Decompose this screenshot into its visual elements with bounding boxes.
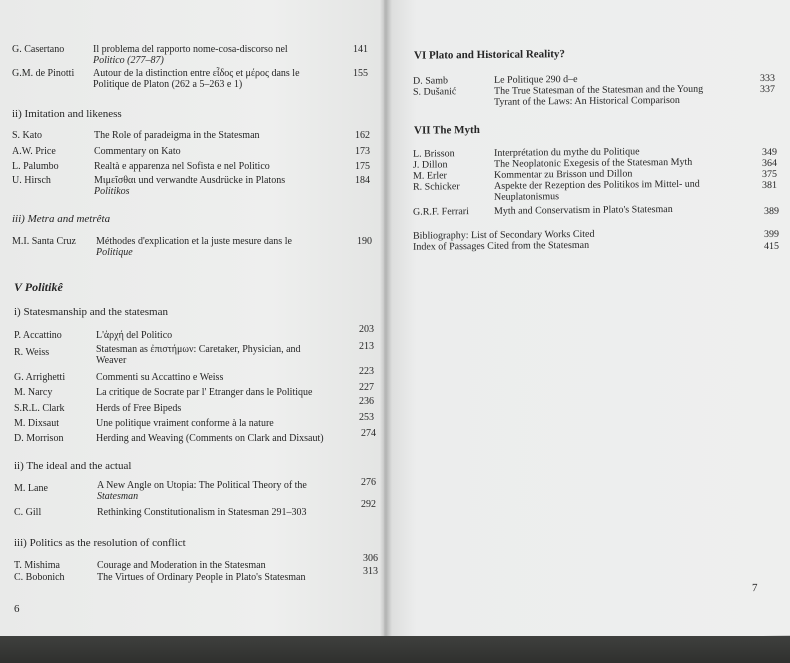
toc-entry: D. Samb Le Politique 290 d–e 333 <box>413 72 775 87</box>
entry-subtitle: Neuplatonismus <box>494 191 559 203</box>
entry-page: 141 <box>353 44 368 55</box>
entry-page: 253 <box>359 412 374 423</box>
entry-title: Rethinking Constitutionalism in Statesman 291–303 <box>97 507 307 518</box>
entry-title: Index of Passages Cited from the Statesman <box>413 239 590 253</box>
entry-title: Realtà e apparenza nel Sofista e nel Politico <box>94 161 270 172</box>
toc-entry: L. Brisson Interprétation du mythe du Politique 349 <box>413 146 777 160</box>
entry-page: 162 <box>355 130 370 141</box>
entry-title: Commenti su Accattino e Weiss <box>96 372 224 383</box>
entry-title: The Role of paradeigma in the Statesman <box>94 130 260 141</box>
book-gutter-shadow <box>380 0 392 663</box>
toc-entry: G.R.F. Ferrari Myth and Conservatism in Plato's Statesman 389 <box>413 203 779 218</box>
section-heading: ii) The ideal and the actual <box>14 460 132 472</box>
entry-title: Myth and Conservatism in Plato's Statesman <box>494 203 673 217</box>
toc-entry: J. Dillon The Neoplatonic Exegesis of the Statesman Myth 364 <box>413 156 777 171</box>
left-page: G. Casertano Il problema del rapporto nome-cosa-discorso nel Politico (277–87) 141 G.M. de Pinotti Autour de la distinction entre εἶδος et μέρος dans le Politique de Platon (262 a 5–263 e 1) 155 ii) Imitation and likeness S. Kato The Role of paradeigma in the Statesman 162 A.W. Price Commentary on Kato 173 L. Palumbo Realtà e apparenza nel Sofista e nel Politico 175 U. Hirsch Μιμεῖσθαι und verwandte Ausdrücke in Platons Politikos 184 iii) Metra and metrêta M.I. Santa Cruz Méthodes d'explication et la juste mesure dans le Politique 190 V Politikê i) Statesmanship and the statesman P. Accattino L'ἀρχή del Politico 203 R. Weiss Statesman as ἐπιστήμων: Caretaker, Physician, and Weaver 213 G. Arrighetti Commenti su Accattino e Weiss 223 M. Narcy La critique de Socrate par l' Etranger dans le Politique 227 S.R.L. Clark Herds of Free Bipeds 236 M. Dixsaut Une politique vraiment conforme à la nature 253 D. Morrison Herding and Weaving (Comments on Clark and Dixsaut) 274 ii) The ideal and the actual M. Lane A New Angle on Utopia: The Political Theory of the Statesman 276 C. Gill Rethinking Constitutionalism in Statesman 291–303 292 iii) Politics as the resolution of conflict T. Mishima Courage and Moderation in the Statesman 306 C. Bobonich The Virtues of Ordinary People in Plato's Statesman 313 6 <box>0 0 388 663</box>
entry-page: 274 <box>361 428 376 439</box>
part-heading: VII The Myth <box>414 123 480 137</box>
entry-title: The Neoplatonic Exegesis of the Statesman Myth <box>494 156 693 170</box>
entry-page: 364 <box>762 157 777 170</box>
entry-title: A New Angle on Utopia: The Political Theory of the <box>97 480 307 491</box>
entry-page: 313 <box>363 566 378 577</box>
entry-subtitle: Politico (277–87) <box>93 55 164 66</box>
entry-title: Il problema del rapporto nome-cosa-discorso nel <box>93 44 288 55</box>
entry-subtitle: Weaver <box>96 355 127 366</box>
entry-title: The Virtues of Ordinary People in Plato's Statesman <box>97 572 306 583</box>
entry-page: 337 <box>760 83 775 96</box>
entry-page: 381 <box>762 179 777 192</box>
entry-title: Courage and Moderation in the Statesman <box>97 560 266 571</box>
entry-title: The True Statesman of the Statesman and the Young <box>494 83 704 97</box>
entry-subtitle: Politique <box>96 247 133 258</box>
entry-title: Aspekte der Rezeption des Politikos im Mittel- und <box>494 178 700 192</box>
entry-title: Le Politique 290 d–e <box>494 73 578 86</box>
entry-title: Autour de la distinction entre εἶδος et μέρος dans le <box>93 68 300 79</box>
entry-title: Statesman as ἐπιστήμων: Caretaker, Physician, and <box>96 344 301 355</box>
entry-page: 190 <box>357 236 372 247</box>
entry-subtitle: Politikos <box>94 186 130 197</box>
entry-subtitle: Tyrant of the Laws: An Historical Comparison <box>494 94 680 108</box>
entry-title: Herds of Free Bipeds <box>96 403 182 414</box>
entry-page: 306 <box>363 553 378 564</box>
desk-background <box>0 636 790 663</box>
toc-entry <box>413 227 785 242</box>
part-heading: V Politikê <box>14 280 63 294</box>
toc-entry: S. Dušanić The True Statesman of the Statesman and the Young Tyrant of the Laws: An Historical Comparison 337 <box>413 83 775 108</box>
page-number: 6 <box>14 603 20 615</box>
toc-entry: R. Schicker Aspekte der Rezeption des Politikos im Mittel- und Neuplatonismus 381 <box>413 178 777 203</box>
section-heading: iii) Politics as the resolution of conflict <box>14 537 186 549</box>
entry-title: Interprétation du mythe du Politique <box>494 146 640 159</box>
section-heading: i) Statesmanship and the statesman <box>14 306 168 318</box>
entry-page: 227 <box>359 382 374 393</box>
entry-title: Bibliography: List of Secondary Works Cited <box>413 228 595 242</box>
section-heading: ii) Imitation and likeness <box>12 108 122 120</box>
entry-page: 223 <box>359 366 374 377</box>
entry-page: 292 <box>361 499 376 510</box>
entry-page: 276 <box>361 477 376 488</box>
entry-page: 389 <box>764 205 779 218</box>
entry-title: Une politique vraiment conforme à la nature <box>96 418 274 429</box>
entry-subtitle: Statesman <box>97 491 139 502</box>
right-page <box>384 0 790 640</box>
part-heading: VI Plato and Historical Reality? <box>414 48 565 62</box>
entry-title: Commentary on Kato <box>94 146 181 157</box>
entry-page: 236 <box>359 396 374 407</box>
entry-page: 175 <box>355 161 370 172</box>
entry-title: La critique de Socrate par l' Etranger dans le Politique <box>96 387 313 398</box>
entry-page: 375 <box>762 168 777 181</box>
section-heading: iii) Metra and metrêta <box>12 213 111 225</box>
entry-subtitle: Politique de Platon (262 a 5–263 e 1) <box>93 79 243 90</box>
entry-page: 184 <box>355 175 370 186</box>
entry-page: 173 <box>355 146 370 157</box>
entry-title: L'ἀρχή del Politico <box>96 330 173 341</box>
entry-page: 415 <box>764 240 779 253</box>
page-number: 7 <box>752 582 758 595</box>
entry-title: Μιμεῖσθαι und verwandte Ausdrücke in Platons <box>94 175 286 186</box>
entry-page: 213 <box>359 341 374 352</box>
entry-page: 399 <box>764 228 779 241</box>
entry-page: 333 <box>760 72 775 85</box>
entry-title: Herding and Weaving (Comments on Clark and Dixsaut) <box>96 433 324 444</box>
entry-title: Kommentar zu Brisson und Dillon <box>494 168 633 181</box>
entry-page: 155 <box>353 68 368 79</box>
entry-page: 349 <box>762 146 777 159</box>
entry-page: 203 <box>359 324 374 335</box>
toc-entry: M. Erler Kommentar zu Brisson und Dillon 375 <box>413 168 777 182</box>
entry-title: Méthodes d'explication et la juste mesure dans le <box>96 236 292 247</box>
